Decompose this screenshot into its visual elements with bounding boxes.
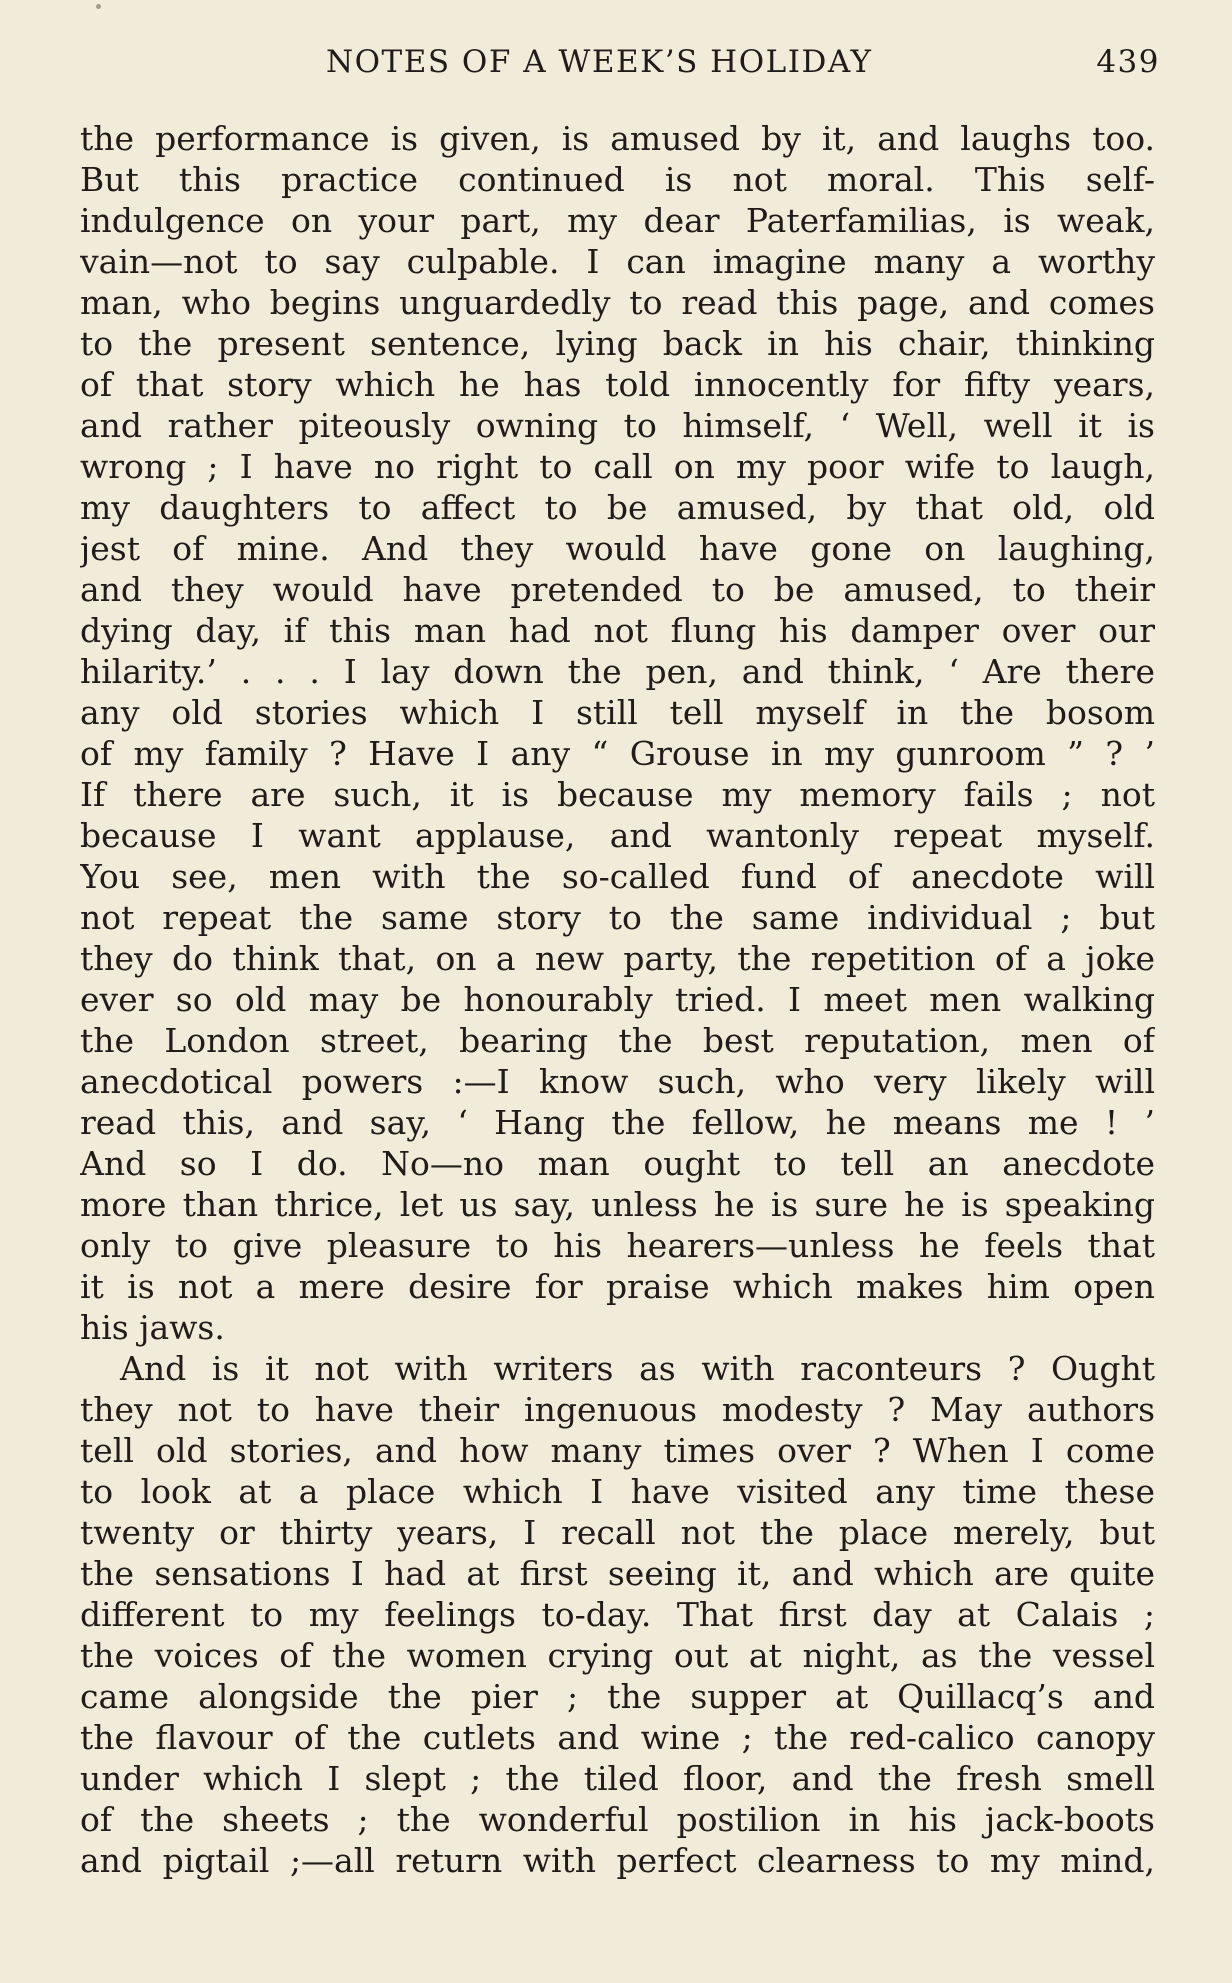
text-line: jest of mine. And they would have gone on laughing,	[80, 529, 1155, 568]
text-line: came alongside the pier ; the supper at Quillacq’s and	[80, 1677, 1155, 1716]
text-line: of my family ? Have I any “ Grouse in my gunroom ” ? ’	[80, 734, 1155, 773]
text-line: my daughters to affect to be amused, by that old, old	[80, 488, 1155, 527]
text-line: twenty or thirty years, I recall not the place merely, but	[80, 1513, 1155, 1552]
running-title: NOTES OF A WEEK’S HOLIDAY	[326, 44, 873, 80]
text-line: they not to have their ingenuous modesty ? May authors	[80, 1390, 1155, 1429]
text-line: the sensations I had at first seeing it, and which are quite	[80, 1554, 1155, 1593]
text-line: of that story which he has told innocently for fifty years,	[80, 365, 1155, 404]
text-line: read this, and say, ‘ Hang the fellow, he means me ! ’	[80, 1103, 1155, 1142]
text-line: and they would have pretended to be amused, to their	[80, 570, 1155, 609]
text-line: And is it not with writers as with raconteurs ? Ought	[120, 1349, 1155, 1388]
text-line: to the present sentence, lying back in his chair, thinking	[80, 324, 1155, 363]
text-line: And so I do. No—no man ought to tell an anecdote	[80, 1144, 1155, 1183]
running-head	[80, 44, 1160, 84]
text-line: and rather piteously owning to himself, ‘ Well, well it is	[80, 406, 1155, 445]
text-line: the voices of the women crying out at night, as the vessel	[80, 1636, 1155, 1675]
text-line: and pigtail ;—all return with perfect clearness to my mind,	[80, 1841, 1155, 1880]
text-line: vain—not to say culpable. I can imagine many a worthy	[80, 242, 1155, 281]
text-line: to look at a place which I have visited any time these	[80, 1472, 1155, 1511]
text-line: anecdotical powers :—I know such, who very likely will	[80, 1062, 1155, 1101]
text-line: under which I slept ; the tiled floor, and the fresh smell	[80, 1759, 1155, 1798]
text-line: only to give pleasure to his hearers—unless he feels that	[80, 1226, 1155, 1265]
text-line: different to my feelings to-day. That first day at Calais ;	[80, 1595, 1155, 1634]
text-line: ever so old may be honourably tried. I meet men walking	[80, 980, 1155, 1019]
text-line: it is not a mere desire for praise which makes him open	[80, 1267, 1155, 1306]
text-line: more than thrice, let us say, unless he is sure he is speaking	[80, 1185, 1155, 1224]
text-line: they do think that, on a new party, the repetition of a joke	[80, 939, 1155, 978]
text-line: because I want applause, and wantonly repeat myself.	[80, 816, 1155, 855]
page-speck	[96, 4, 101, 9]
page-number: 439	[1096, 44, 1160, 80]
text-line: of the sheets ; the wonderful postilion in his jack-boots	[80, 1800, 1155, 1839]
text-line: tell old stories, and how many times over ? When I come	[80, 1431, 1155, 1470]
text-line: his jaws.	[80, 1308, 225, 1347]
text-line: the flavour of the cutlets and wine ; the red-calico canopy	[80, 1718, 1155, 1757]
text-line: But this practice continued is not moral. This self-	[80, 160, 1155, 199]
text-line: You see, men with the so-called fund of anecdote will	[80, 857, 1155, 896]
text-line: any old stories which I still tell myself in the bosom	[80, 693, 1155, 732]
text-line: wrong ; I have no right to call on my poor wife to laugh,	[80, 447, 1155, 486]
text-line: the London street, bearing the best reputation, men of	[80, 1021, 1155, 1060]
text-line: not repeat the same story to the same individual ; but	[80, 898, 1155, 937]
text-line: dying day, if this man had not flung his damper over our	[80, 611, 1155, 650]
body-text	[80, 118, 1155, 1881]
text-line: hilarity.’ . . . I lay down the pen, and think, ‘ Are there	[80, 652, 1155, 691]
text-line: If there are such, it is because my memory fails ; not	[80, 775, 1155, 814]
text-line: indulgence on your part, my dear Paterfamilias, is weak,	[80, 201, 1155, 240]
text-line: the performance is given, is amused by it, and laughs too.	[80, 119, 1155, 158]
text-line: man, who begins unguardedly to read this page, and comes	[80, 283, 1155, 322]
